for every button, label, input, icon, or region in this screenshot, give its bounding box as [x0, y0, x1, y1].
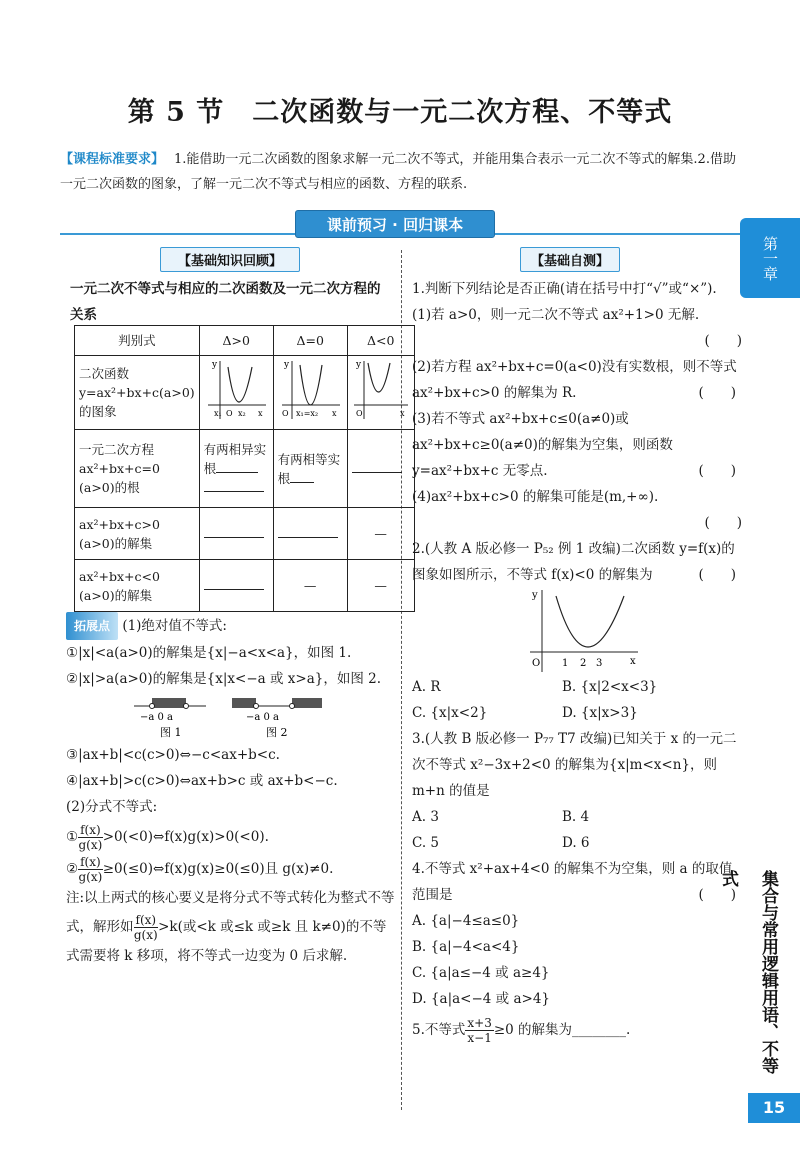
roots-equal-text: 有两相等实根 [277, 451, 341, 486]
denominator: g(x) [78, 838, 103, 852]
stmt: 2.(人教 A 版必修一 P₅₂ 例 1 改编)二次函数 y=f(x)的图象如图所示，不等式 f(x)<0 的解集为 [412, 541, 735, 583]
stmt[interactable]: ≥0 的解集为________. [493, 1022, 631, 1038]
page-number: 15 [748, 1093, 800, 1123]
question-5 [412, 1012, 742, 1048]
ext-line: ③|ax+b|<c(c>0)⇔−c<ax+b<c. [66, 747, 280, 763]
x1-label: x₁ [213, 409, 222, 418]
table-row-label: ax²+bx+c<0 (a>0)的解集 [75, 560, 200, 612]
answer-blank[interactable] [290, 471, 314, 483]
ext-p2: (2)分式不等式: [66, 799, 158, 815]
origin-label: O [532, 658, 541, 669]
x12-label: x₁=x₂ [295, 409, 318, 418]
fig1-caption: 图 1 [160, 726, 182, 739]
dash-cell: — [347, 508, 414, 560]
q4-options [412, 908, 742, 1012]
table-header: 判别式 [75, 326, 200, 356]
self-test-column [412, 276, 742, 1048]
answer-paren[interactable]: ( ) [704, 515, 742, 531]
course-standard [60, 147, 740, 197]
x-label: x [399, 409, 405, 418]
stmt: (2)若方程 ax²+bx+c=0(a<0)没有实数根，则不等式 ax²+bx+c>0 的解集为 R. [412, 359, 737, 401]
left-heading: 一元二次不等式与相应的二次函数及一元二次方程的关系 [70, 281, 381, 323]
fraction [78, 823, 103, 852]
fraction-rule-1 [66, 820, 396, 854]
numerator: f(x) [135, 913, 157, 927]
fraction-rule-2 [66, 854, 396, 884]
option[interactable]: C. 5 [412, 835, 440, 851]
denominator: g(x) [133, 928, 158, 942]
chapter-subject: 集合与常用逻辑用语、不等式 [718, 870, 778, 1074]
stmt: 5.不等式 [412, 1022, 466, 1038]
option[interactable]: C. {x|x<2} [412, 705, 488, 721]
standard-tag: 【课程标准要求】 [60, 152, 165, 167]
parabola-two-roots-graph [204, 359, 268, 421]
stmt: (4)ax²+bx+c>0 的解集可能是(m,+∞). [412, 489, 659, 505]
answer-blank[interactable] [278, 526, 338, 538]
table-row-label: 一元二次方程 ax²+bx+c=0 (a>0)的根 [75, 430, 200, 508]
right-section-tag: 【基础自测】 [520, 247, 620, 272]
section-banner: 课前预习 · 回归课本 [295, 210, 495, 238]
number-line-svg [66, 692, 396, 742]
numerator: x+3 [467, 1016, 492, 1030]
ext-note [66, 884, 396, 971]
number-line-figures [66, 692, 396, 742]
y-label: y [355, 360, 361, 370]
table-row-label: 二次函数 y=ax²+bx+c(a>0)的图象 [75, 356, 200, 430]
answer-paren[interactable]: ( ) [704, 333, 742, 349]
note-text: >k(或<k 或≤k 或≥k 且 k≠0)的不等式需要将 k 移项，将不等式一边变为 0 后求解. [66, 919, 387, 964]
parabola-no-root-graph [352, 359, 410, 421]
option[interactable]: B. {x|2<x<3} [562, 679, 658, 695]
option[interactable]: A. {a|−4≤a≤0} [412, 913, 520, 929]
x-label: x [630, 656, 636, 667]
fraction [465, 1016, 493, 1045]
answer-blank[interactable] [352, 461, 402, 473]
tick-1: 1 [562, 658, 569, 669]
fraction [78, 855, 103, 884]
origin-label: O [281, 409, 289, 418]
option[interactable]: C. {a|a≤−4 或 a≥4} [412, 965, 550, 981]
left-section-tag: 【基础知识回顾】 [160, 247, 300, 272]
answer-paren[interactable]: ( ) [698, 385, 736, 401]
question-2 [412, 536, 742, 588]
page-title: 第 5 节 二次函数与一元二次方程、不等式 [127, 97, 673, 128]
question-1b [412, 354, 742, 406]
answer-cell [273, 508, 347, 560]
roots-distinct-cell [199, 430, 273, 508]
roots-none-cell [347, 430, 414, 508]
fig2-caption: 图 2 [266, 726, 288, 739]
option[interactable]: B. 4 [562, 809, 590, 825]
answer-paren[interactable]: ( ) [698, 567, 736, 583]
option[interactable]: A. R [412, 679, 441, 695]
question-1c [412, 406, 742, 484]
dash-cell: — [347, 560, 414, 612]
graph-cell-negative [347, 356, 414, 430]
option[interactable]: D. {a|a<−4 或 a>4} [412, 991, 550, 1007]
x-label: x [331, 409, 337, 418]
stmt: 4.不等式 x²+ax+4<0 的解集不为空集，则 a 的取值范围是 [412, 861, 733, 903]
x2-label: x₂ [237, 409, 246, 418]
question-1a [412, 302, 742, 354]
rule-text: >0(<0)⇔f(x)g(x)>0(<0). [102, 829, 269, 845]
table-header: Δ<0 [347, 326, 414, 356]
answer-blank[interactable] [216, 461, 258, 473]
rule-index: ① [66, 829, 79, 845]
numerator: f(x) [80, 855, 101, 869]
q3-options [412, 804, 742, 856]
parabola-double-root-graph [278, 359, 342, 421]
x-label: x [257, 409, 263, 418]
tick-2: 2 [580, 658, 587, 669]
answer-cell [199, 560, 273, 612]
rule-text: ≥0(≤0)⇔f(x)g(x)≥0(≤0)且 g(x)≠0. [102, 861, 334, 877]
extension-tag: 拓展点 [66, 612, 118, 640]
table-header: Δ=0 [273, 326, 347, 356]
answer-paren[interactable]: ( ) [698, 887, 736, 903]
table-header: Δ>0 [199, 326, 273, 356]
denominator: g(x) [78, 870, 103, 884]
numerator: f(x) [80, 823, 101, 837]
stmt: (3)若不等式 ax²+bx+c≤0(a≠0)或 ax²+bx+c≥0(a≠0)的解集为空集，则函数 y=ax²+bx+c 无零点. [412, 411, 673, 479]
question-1: 1.判断下列结论是否正确(请在括号中打“√”或“×”). [412, 281, 717, 297]
roots-distinct-text: 有两相异实根 [203, 442, 267, 476]
option[interactable]: D. {x|x>3} [562, 705, 638, 721]
y-label: y [283, 360, 289, 370]
extension-section [66, 612, 396, 971]
answer-blank[interactable] [204, 578, 264, 590]
chapter-tab: 第一章 [740, 218, 800, 298]
q2-parabola-svg [522, 588, 642, 674]
fig1-axis-label: −a 0 a [140, 712, 174, 723]
rule-index: ② [66, 861, 79, 877]
fig2-axis-label: −a 0 a [246, 712, 280, 723]
answer-blank[interactable] [204, 480, 264, 492]
option[interactable]: A. 3 [412, 809, 439, 825]
question-4 [412, 856, 742, 908]
dash-cell: — [273, 560, 347, 612]
q2-graph [412, 588, 742, 674]
denominator: x−1 [467, 1031, 492, 1045]
table-row-label: ax²+bx+c>0 (a>0)的解集 [75, 508, 200, 560]
graph-cell-positive [199, 356, 273, 430]
q2-options [412, 674, 742, 726]
question-1d [412, 484, 742, 536]
stmt: (1)若 a>0，则一元二次不等式 ax²+1>0 无解. [412, 307, 700, 323]
roots-equal-cell [273, 430, 347, 508]
origin-label: O [225, 409, 233, 418]
option[interactable]: B. {a|−4<a<4} [412, 939, 520, 955]
ext-line: ④|ax+b|>c(c>0)⇔ax+b>c 或 ax+b<−c. [66, 773, 338, 789]
ext-line: ②|x|>a(a>0)的解集是{x|x<−a 或 x>a}，如图 2. [66, 671, 382, 687]
fraction [134, 913, 159, 942]
relation-table [74, 325, 415, 612]
origin-label: O [355, 409, 363, 418]
option[interactable]: D. 6 [562, 835, 590, 851]
ext-p1: (1)绝对值不等式: [122, 618, 227, 634]
note-text: 注:以上两式的核心要义是将分式不等式转化为整式不等式，解形如 [66, 890, 395, 935]
answer-paren[interactable]: ( ) [698, 463, 736, 479]
answer-cell [199, 508, 273, 560]
tick-3: 3 [596, 658, 603, 669]
standard-text: 1.能借助一元二次函数的图象求解一元二次不等式，并能用集合表示一元二次不等式的解集.2.借助一元二次函数的图象，了解一元二次不等式与相应的函数、方程的联系. [60, 152, 736, 192]
y-label: y [532, 590, 538, 601]
answer-blank[interactable] [204, 526, 264, 538]
y-label: y [211, 360, 217, 370]
question-3: 3.(人教 B 版必修一 P₇₇ T7 改编)已知关于 x 的一元二次不等式 x²−3x+2<0 的解集为{x|m<x<n}，则 m+n 的值是 [412, 731, 737, 799]
graph-cell-zero [273, 356, 347, 430]
ext-line: ①|x|<a(a>0)的解集是{x|−a<x<a}，如图 1. [66, 645, 352, 661]
